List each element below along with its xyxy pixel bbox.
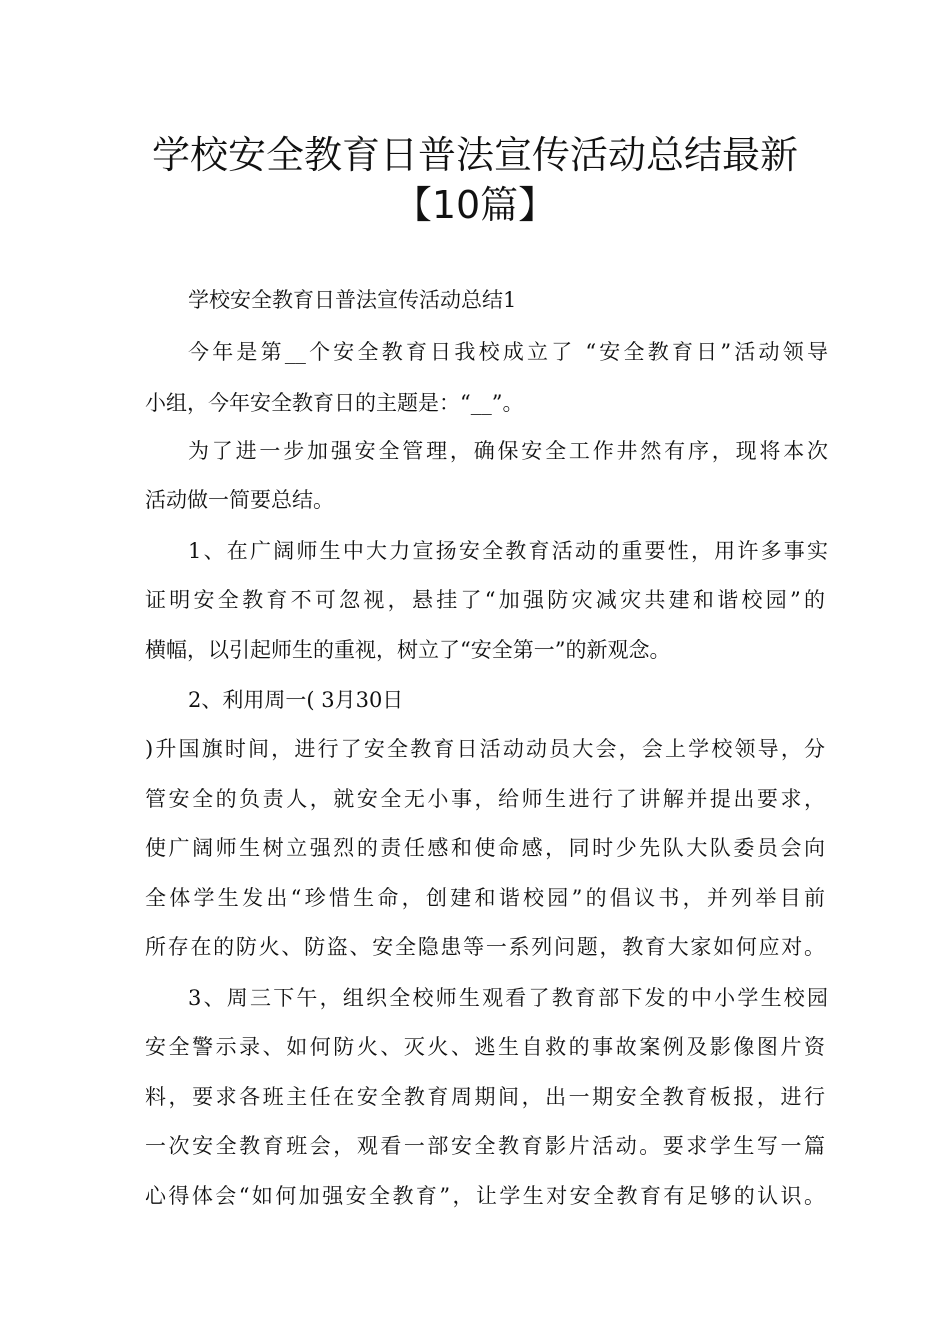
paragraph-line: 2、利用周一( 3月30日 <box>188 688 404 712</box>
paragraph-line: 1、在广阔师生中大力宣扬安全教育活动的重要性，用许多事实 <box>188 539 828 563</box>
document-title-line-1: 学校安全教育日普法宣传活动总结最新 <box>151 133 798 177</box>
paragraph-line: )升国旗时间，进行了安全教育日活动动员大会，会上学校领导，分 <box>145 737 825 761</box>
paragraph-line: 今年是第__个安全教育日我校成立了 “安全教育日”活动领导 <box>188 340 828 364</box>
paragraph-line: 3、周三下午，组织全校师生观看了教育部下发的中小学生校园 <box>188 986 828 1010</box>
paragraph-line: 证明安全教育不可忽视，悬挂了“加强防灾减灾共建和谐校园”的 <box>145 588 825 612</box>
paragraph-line: 全体学生发出“珍惜生命，创建和谐校园”的倡议书，并列举目前 <box>145 886 825 910</box>
paragraph-line: 活动做一简要总结。 <box>145 488 334 512</box>
paragraph-line: 小组，今年安全教育日的主题是：“__”。 <box>145 391 524 415</box>
paragraph-line: 使广阔师生树立强烈的责任感和使命感，同时少先队大队委员会向 <box>145 836 825 860</box>
paragraph-line: 一次安全教育班会，观看一部安全教育影片活动。要求学生写一篇 <box>145 1134 825 1158</box>
paragraph-line: 横幅，以引起师生的重视，树立了“安全第一”的新观念。 <box>145 638 671 662</box>
document-title-line-2: 【10篇】 <box>393 183 557 227</box>
paragraph-line: 所存在的防火、防盗、安全隐患等一系列问题，教育大家如何应对。 <box>145 935 825 959</box>
paragraph-line: 管安全的负责人，就安全无小事，给师生进行了讲解并提出要求， <box>145 787 825 811</box>
paragraph-line: 料，要求各班主任在安全教育周期间，出一期安全教育板报，进行 <box>145 1085 825 1109</box>
paragraph-line: 安全警示录、如何防火、灭火、逃生自救的事故案例及影像图片资 <box>145 1035 825 1059</box>
paragraph-line: 为了进一步加强安全管理，确保安全工作井然有序，现将本次 <box>188 439 828 463</box>
section-heading: 学校安全教育日普法宣传活动总结1 <box>188 288 517 312</box>
paragraph-line: 心得体会“如何加强安全教育”，让学生对安全教育有足够的认识。 <box>145 1184 825 1208</box>
